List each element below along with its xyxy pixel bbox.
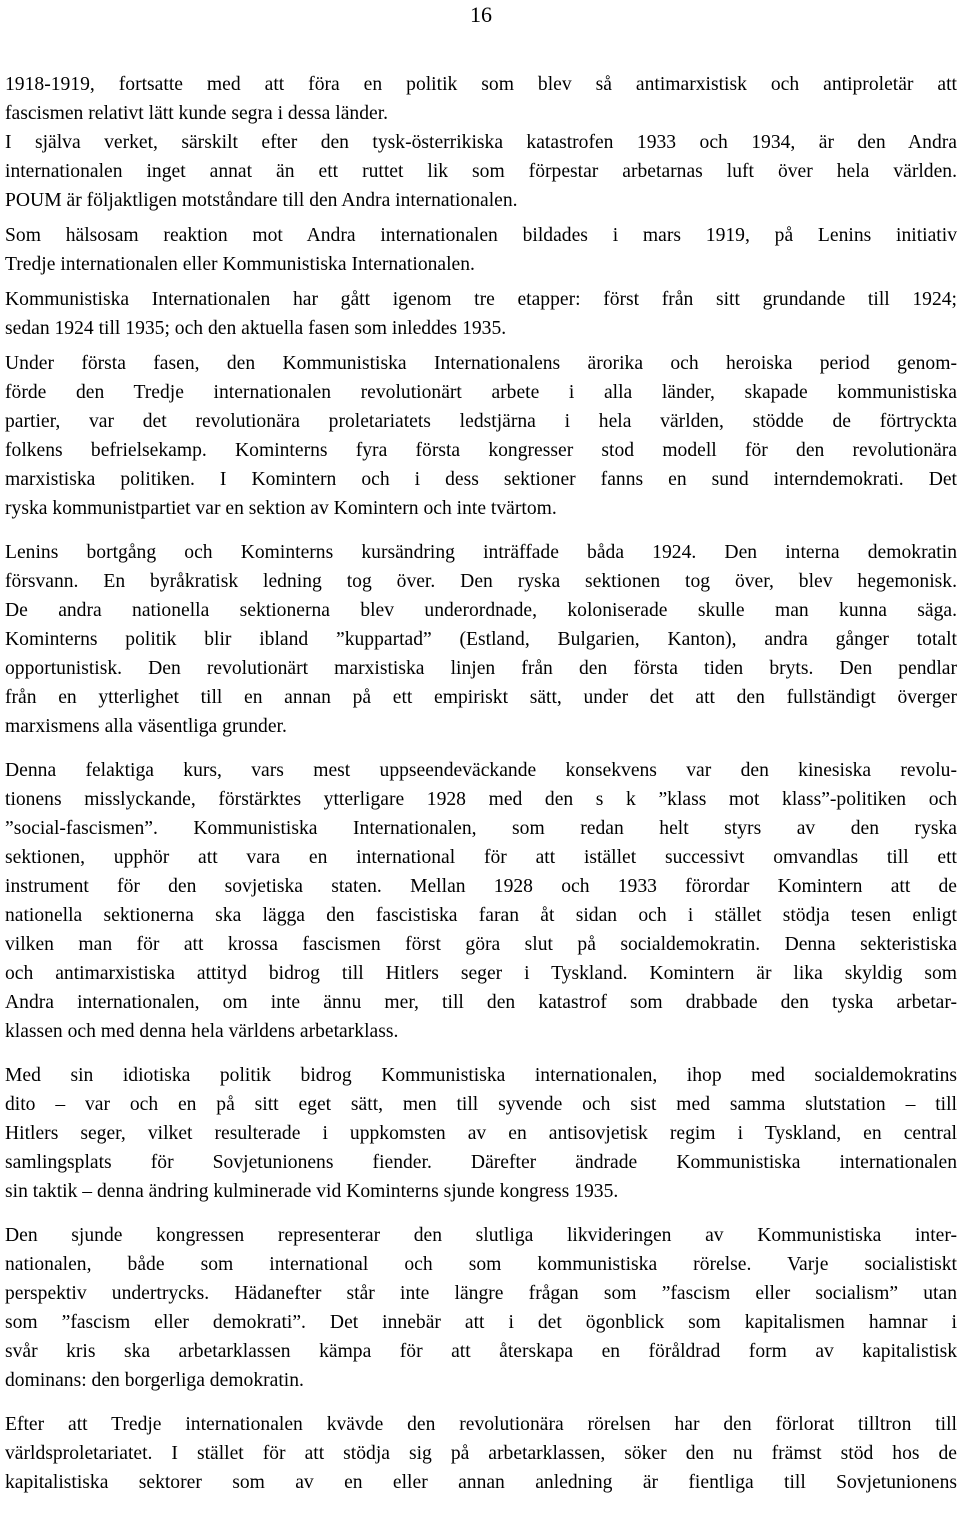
text-line: förde den Tredje internationalen revolutionärt arbete i alla länder, skapade kommunistiska <box>5 382 957 403</box>
paragraph <box>5 285 957 343</box>
text-line: sektionen, upphör att vara en international för att istället successivt omvandlas till ett <box>5 847 957 868</box>
paragraph <box>5 70 957 128</box>
paragraph <box>5 1061 957 1206</box>
text-line: och antimarxistiska attityd bidrog till Hitlers seger i Tyskland. Komintern är lika skyldig som <box>5 963 957 984</box>
text-line: kapitalistiska sektorer som av en eller annan anledning är fientliga till Sovjetunionens <box>5 1472 957 1493</box>
paragraph <box>5 1221 957 1395</box>
text-line: Kominterns politik blir ibland ”kuppartad” (Estland, Bulgarien, Kanton), andra gånger totalt <box>5 629 957 650</box>
text-line: partier, var det revolutionära proletariatets ledstjärna i hela världen, stödde de förtryckta <box>5 411 957 432</box>
text-line: Under första fasen, den Kommunistiska Internationalens ärorika och heroiska period genom- <box>5 353 957 374</box>
text-line: 1918-1919, fortsatte med att föra en politik som blev så antimarxistisk och antiproletär att <box>5 74 957 95</box>
text-line: Kommunistiska Internationalen har gått igenom tre etapper: först från sitt grundande till 1924; <box>5 289 957 310</box>
paragraph <box>5 128 957 215</box>
text-line: nationella sektionerna ska lägga den fascistiska faran åt sidan och i stället stödja tesen enligt <box>5 905 957 926</box>
paragraph <box>5 756 957 1046</box>
text-line: världsproletariatet. I stället för att stödja sig på arbetarklassen, söker den nu främst stöd hos de <box>5 1443 957 1464</box>
text-line: klassen och med denna hela världens arbetarklass. <box>5 1021 399 1042</box>
text-line: nationalen, både som international och som kommunistiska rörelse. Varje socialistiskt <box>5 1254 957 1275</box>
text-line: Hitlers seger, vilket resulterade i uppkomsten av en antisovjetisk regim i Tyskland, en central <box>5 1123 957 1144</box>
text-line: Denna felaktiga kurs, vars mest uppseendeväckande konsekvens var den kinesiska revolu- <box>5 760 957 781</box>
text-line: marxistiska politiken. I Komintern och i dess sektioner fanns en sund interndemokrati. Det <box>5 469 957 490</box>
text-line: dominans: den borgerliga demokratin. <box>5 1370 304 1391</box>
text-line: folkens befrielsekamp. Kominterns fyra första kongresser stod modell för den revolutionära <box>5 440 957 461</box>
text-line: tionens misslyckande, förstärktes ytterligare 1928 med den s k ”klass mot klass”-politiken och <box>5 789 957 810</box>
text-line: sedan 1924 till 1935; och den aktuella fasen som inleddes 1935. <box>5 318 507 339</box>
text-line: I själva verket, särskilt efter den tysk-österrikiska katastrofen 1933 och 1934, är den Andra <box>5 132 957 153</box>
text-line: vilken man för att krossa fascismen först göra slut på socialdemokratin. Denna sekteristiska <box>5 934 957 955</box>
text-line: sin taktik – denna ändring kulminerade vid Kominterns sjunde kongress 1935. <box>5 1181 619 1202</box>
text-line: opportunistisk. Den revolutionärt marxistiska linjen från den första tiden bryts. Den pendlar <box>5 658 957 679</box>
text-line: Andra internationalen, om inte ännu mer, till den katastrof som drabbade den tyska arbetar- <box>5 992 957 1013</box>
paragraph <box>5 538 957 741</box>
document-body <box>5 70 957 1497</box>
text-line: instrument för den sovjetiska staten. Mellan 1928 och 1933 förordar Komintern att de <box>5 876 957 897</box>
text-line: ryska kommunistpartiet var en sektion av Komintern och inte tvärtom. <box>5 498 557 519</box>
text-line: samlingsplats för Sovjetunionens fiender. Därefter ändrade Kommunistiska internationalen <box>5 1152 957 1173</box>
text-line: Efter att Tredje internationalen kvävde den revolutionära rörelsen har den förlorat tilltron till <box>5 1414 957 1435</box>
text-line: svår kris ska arbetarklassen kämpa för att återskapa en föråldrad form av kapitalistisk <box>5 1341 957 1362</box>
page-number: 16 <box>470 2 492 27</box>
text-line: perspektiv undertrycks. Hädanefter står inte längre frågan som ”fascism eller socialism” utan <box>5 1283 957 1304</box>
text-line: Tredje internationalen eller Kommunistiska Internationalen. <box>5 254 475 275</box>
text-line: internationalen inget annat än ett ruttet lik som förpestar arbetarnas luft över hela världen. <box>5 161 957 182</box>
text-line: Som hälsosam reaktion mot Andra internationalen bildades i mars 1919, på Lenins initiativ <box>5 225 957 246</box>
text-line: Lenins bortgång och Kominterns kursändring inträffade båda 1924. Den interna demokratin <box>5 542 957 563</box>
text-line: från en ytterlighet till en annan på ett empiriskt sätt, under det att den fullständigt överger <box>5 687 957 708</box>
text-line: dito – var och en på sitt eget sätt, men till syvende och sist med samma slutstation – till <box>5 1094 957 1115</box>
text-line: fascismen relativt lätt kunde segra i dessa länder. <box>5 103 389 124</box>
text-line: Med sin idiotiska politik bidrog Kommunistiska internationalen, ihop med socialdemokratins <box>5 1065 957 1086</box>
text-line: marxismens alla väsentliga grunder. <box>5 716 287 737</box>
text-line: De andra nationella sektionerna blev underordnade, koloniserade skulle man kunna säga. <box>5 600 957 621</box>
text-line: Den sjunde kongressen representerar den slutliga likvideringen av Kommunistiska inter- <box>5 1225 957 1246</box>
text-line: försvann. En byråkratisk ledning tog över. Den ryska sektionen tog över, blev hegemonisk. <box>5 571 957 592</box>
text-line: POUM är följaktligen motståndare till den Andra internationalen. <box>5 190 518 211</box>
paragraph <box>5 349 957 523</box>
paragraph <box>5 221 957 279</box>
paragraph <box>5 1410 957 1497</box>
text-line: som ”fascism eller demokrati”. Det innebär att i det ögonblick som kapitalismen hamnar i <box>5 1312 957 1333</box>
text-line: ”social-fascismen”. Kommunistiska Internationalen, som redan helt styrs av den ryska <box>5 818 957 839</box>
